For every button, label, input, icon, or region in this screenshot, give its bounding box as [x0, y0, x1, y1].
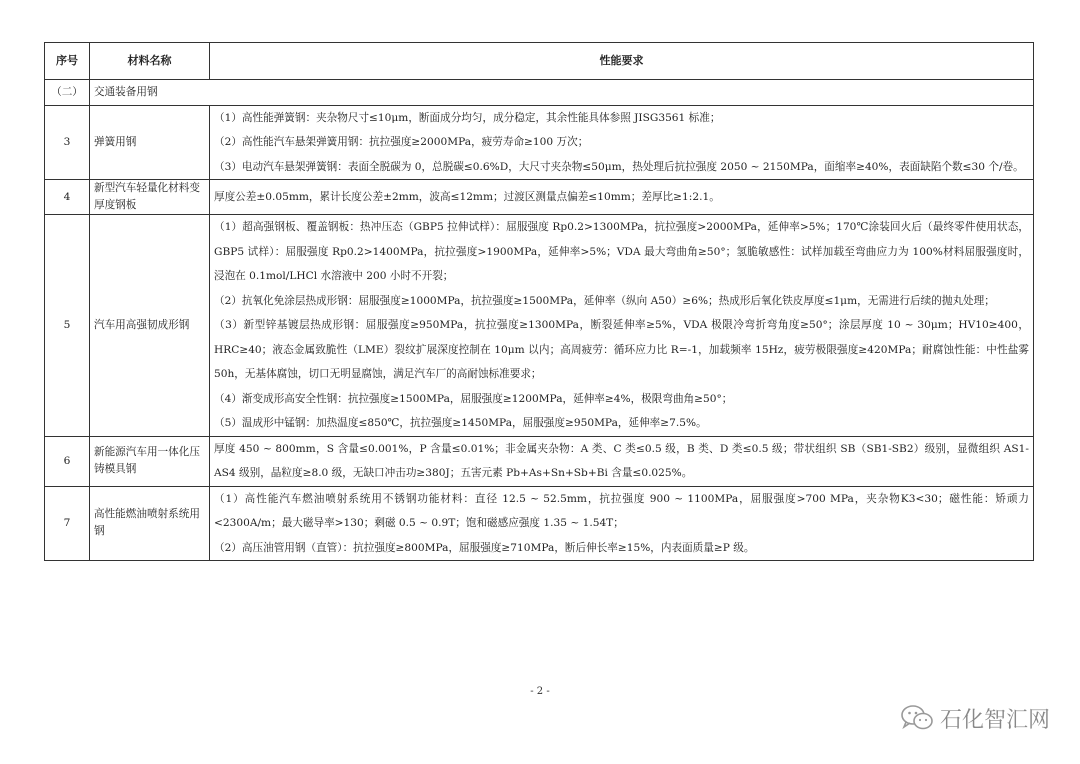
table-row [45, 105, 1034, 180]
requirement-item: （1）超高强钢板、覆盖钢板：热冲压态（GBP5 拉伸试样）：屈服强度 Rp0.2>1300MPa，抗拉强度>2000MPa，延伸率>5%；170℃涂装回火后（最终零件使用状态，GBP5 试样）：屈服强度 Rp0.2>1400MPa，抗拉强度>1900MPa，延伸率>5%；VDA 最大弯曲角≥50°；氢脆敏感性：试样加载至弯曲应力为 100%材料屈服强度时，浸泡在 0.1mol/LHCl 水溶液中 200 小时不开裂； [214, 221, 1029, 282]
requirement-item: （1）高性能汽车燃油喷射系统用不锈钢功能材料：直径 12.5 ~ 52.5mm，抗拉强度 900 ~ 1100MPa，屈服强度>700 MPa，夹杂物K3<30；磁性能：矫顽力<2300A/m；最大磁导率>130；剩磁 0.5 ~ 0.9T；饱和磁感应强度 1.35 ~ 1.54T； [214, 492, 1029, 529]
performance-requirement [210, 486, 1034, 561]
section-title: 交通装备用钢 [90, 80, 1034, 106]
wechat-icon [900, 704, 934, 732]
header-perf: 性能要求 [210, 43, 1034, 80]
row-number: 4 [45, 180, 90, 215]
requirement-item: （2）高性能汽车悬架弹簧用钢：抗拉强度≥2000MPa，疲劳寿命≥100 万次； [214, 136, 589, 148]
performance-requirement [210, 180, 1034, 215]
requirement-item: （2）高压油管用钢（直管）：抗拉强度≥800MPa，屈服强度≥710MPa，断后伸长率≥15%，内表面质量≥P 级。 [214, 541, 755, 554]
section-no: （二） [45, 80, 90, 106]
table-row [45, 486, 1034, 561]
requirement-item: （4）渐变成形高安全性钢：抗拉强度≥1500MPa，屈服强度≥1200MPa，延伸率≥4%，极限弯曲角≥50°； [214, 392, 733, 405]
section-row [45, 80, 1034, 106]
material-name: 弹簧用钢 [90, 105, 210, 180]
requirement-item: 厚度 450 ~ 800mm，S 含量≤0.001%，P 含量≤0.01%；非金属夹杂物：A 类、C 类≤0.5 级，B 类、D 类≤0.5 级；带状组织 SB（SB1-SB2）级别，显微组织 AS1-AS4 级别，晶粒度≥8.0 级，无缺口冲击功≥380J；五害元素 Pb+As+Sn+Sb+Bi 含量≤0.025%。 [214, 442, 1029, 479]
header-no: 序号 [45, 43, 90, 80]
material-name: 高性能燃油喷射系统用钢 [90, 486, 210, 561]
header-name: 材料名称 [90, 43, 210, 80]
watermark [900, 702, 1050, 734]
performance-requirement [210, 436, 1034, 486]
table-row [45, 436, 1034, 486]
requirement-item: （2）抗氧化免涂层热成形钢：屈服强度≥1000MPa，抗拉强度≥1500MPa，延伸率（纵向 A50）≥6%；热成形后氧化铁皮厚度≤1μm，无需进行后续的抛丸处理； [214, 294, 995, 307]
requirement-item: （3）新型锌基镀层热成形钢：屈服强度≥950MPa，抗拉强度≥1300MPa，断裂延伸率≥5%，VDA 极限冷弯折弯角度≥50°；涂层厚度 10 ~ 30μm；HV10≥400，HRC≥40；液态金属致脆性（LME）裂纹扩展深度控制在 10μm 以内；高周疲劳：循环应力比 R=-1，加载频率 15Hz，疲劳极限强度≥420MPa；耐腐蚀性能：中性盐雾 50h，无基体腐蚀，切口无明显腐蚀，满足汽车厂的高耐蚀标准要求； [214, 319, 1029, 380]
table-row [45, 215, 1034, 437]
watermark-text: 石化智汇网 [939, 707, 1050, 733]
material-name: 汽车用高强韧成形钢 [90, 215, 210, 437]
requirement-item: 厚度公差±0.05mm，累计长度公差±2mm，波高≤12mm；过渡区测量点偏差≤10mm；差厚比≥1:2.1。 [214, 190, 720, 203]
requirement-item: （1）高性能弹簧钢：夹杂物尺寸≤10μm，断面成分均匀，成分稳定，其余性能具体参照 JISG3561 标准； [214, 111, 721, 124]
material-name: 新能源汽车用一体化压铸模具钢 [90, 436, 210, 486]
row-number: 6 [45, 436, 90, 486]
row-number: 5 [45, 215, 90, 437]
page-number: - 2 - [530, 686, 550, 697]
row-number: 7 [45, 486, 90, 561]
material-name: 新型汽车轻量化材料变厚度钢板 [90, 180, 210, 215]
table-header-row [45, 43, 1034, 80]
requirement-item: （5）温成形中锰钢：加热温度≤850℃，抗拉强度≥1450MPa，屈服强度≥950MPa，延伸率≥7.5%。 [214, 417, 707, 429]
performance-requirements-table [44, 42, 1034, 561]
performance-requirement [210, 105, 1034, 180]
performance-requirement [210, 215, 1034, 437]
table-row [45, 180, 1034, 215]
row-number: 3 [45, 105, 90, 180]
requirement-item: （3）电动汽车悬架弹簧钢：表面全脱碳为 0，总脱碳≤0.6%D，大尺寸夹杂物≤50μm，热处理后抗拉强度 2050 ~ 2150MPa，面缩率≥40%，表面缺陷个数≤30 个/卷。 [214, 160, 1024, 173]
